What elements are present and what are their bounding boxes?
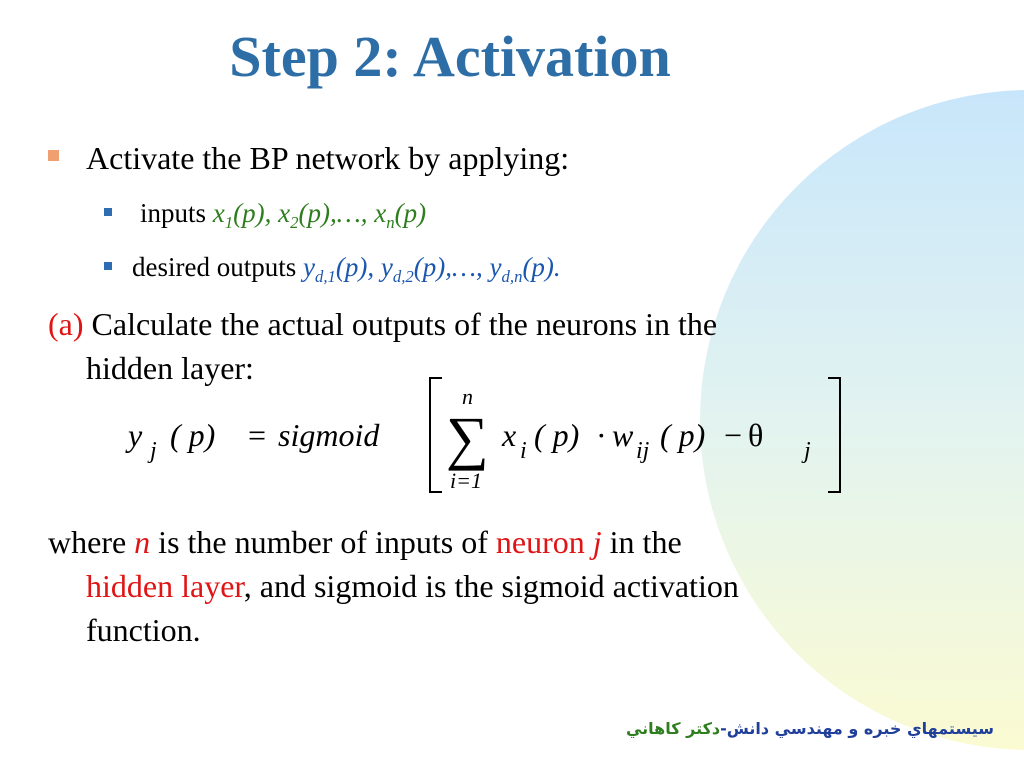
sigmoid-formula [120,370,860,505]
paragraph-a-line2: hidden layer: [86,350,254,386]
formula-term-w-argument: ( p) [660,417,706,453]
paragraph-a-label: (a) [48,306,84,342]
where-rest: , and sigmoid is the sigmoid activation [243,568,739,604]
formula-term-x-subscript: i [520,438,527,464]
formula-sum-upper-limit: n [462,384,473,409]
desired-outputs-math: $y_{d,1}(p)$, $y_{d,2}(p),\dots$, $y_{d,n}(p)$. [302,252,561,286]
formula-term-x-argument: ( p) [534,417,580,453]
footer-course-title: سيستمهاي خبره و مهندسي دانش [726,719,994,738]
formula-function-name: sigmoid [278,417,380,453]
where-function: function. [86,612,201,648]
where-neuron: neuron [495,524,585,560]
desired-outputs-label: desired outputs [132,252,297,282]
formula-term-w: w [612,417,634,453]
footer-separator: - [720,719,727,738]
formula-equals: = [248,417,267,453]
square-bullet-icon [48,150,59,161]
slide-title: Step 2: Activation [229,24,671,89]
slide-footer [626,719,994,738]
formula-minus: − [724,417,743,453]
where-in-the: in the [609,524,682,560]
paragraph-where [48,520,948,652]
where-hidden-layer: hidden layer [86,568,244,604]
formula-term-w-subscript: ij [636,438,650,464]
formula-lhs-y: y [128,417,143,453]
footer-author: دكتر كاهاني [625,719,721,738]
inputs-label: inputs [140,198,207,228]
formula-lhs-subscript: j [150,438,157,464]
formula-left-bracket [430,378,442,492]
formula-right-bracket [828,378,840,492]
where-j: j [592,524,602,560]
formula-theta-subscript: j [804,438,811,464]
paragraph-a-line1: Calculate the actual outputs of the neurons in the [91,306,718,342]
square-bullet-icon [104,208,112,216]
square-bullet-icon [104,262,112,270]
where-mid: is the number of inputs of [158,524,488,560]
formula-sum-lower-limit: i=1 [450,468,482,493]
formula-theta: θ [748,417,764,453]
inputs-math: $x_1(p)$, $x_2(p),\dots$, $x_n(p)$ [212,198,427,232]
formula-dot: · [596,417,607,453]
where-n: n [134,524,151,560]
bullet-activate-text: Activate the BP network by applying: [86,140,570,176]
formula-term-x: x [502,417,517,453]
formula-lhs-argument: ( p) [170,417,216,453]
where-word: where [48,524,127,560]
formula-sum-sign-icon: ∑ [446,405,489,471]
